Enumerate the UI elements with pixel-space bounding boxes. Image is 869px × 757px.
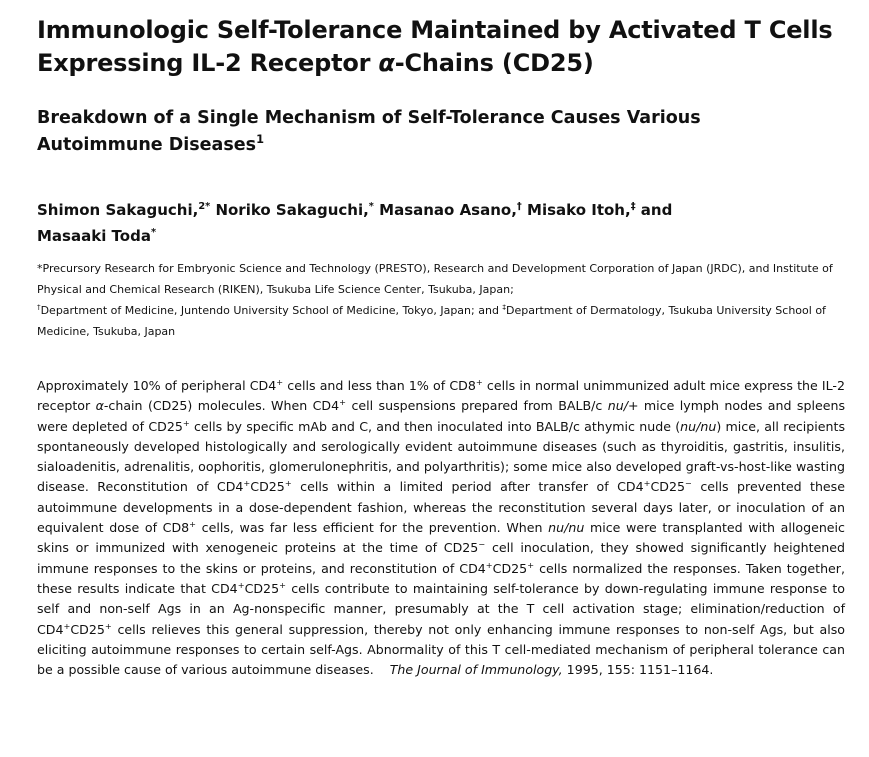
title-line-2-pre: Expressing IL-2 Receptor — [37, 49, 379, 77]
author-conjunction: and — [640, 201, 673, 219]
abstract-text-run: + — [643, 478, 651, 489]
abstract-text-run: + — [485, 559, 493, 570]
abstract-text-run: + — [189, 518, 197, 529]
author-mark: † — [516, 201, 522, 212]
abstract-text-run: cell suspensions prepared from BALB/c — [346, 398, 608, 414]
abstract-text-run: nu/+ — [607, 398, 639, 414]
abstract-text-run: nu/nu — [548, 520, 585, 536]
abstract-text-run: + — [284, 478, 292, 489]
abstract-text-run: − — [685, 478, 692, 489]
abstract-text-run: CD25 — [250, 479, 285, 495]
author-mark: * — [368, 201, 374, 212]
abstract-text-run: cells within a limited period after transfer of CD4 — [291, 479, 644, 495]
journal-name: The Journal of Immunology, — [389, 662, 563, 678]
abstract-text-run: cells relieves this general suppression, thereby not only enhancing immune responses to non-self Ags, but also eliciting autoimmune responses to certain self-Ags. Abnormality of this T cell-mediated mechanism of peripheral tolerance can be a possible cause of various autoimmune diseases. — [37, 621, 845, 678]
affiliation-mark: † — [37, 302, 41, 312]
citation: 1995, 155: 1151–1164. — [562, 662, 714, 678]
affiliation-2 — [37, 300, 857, 342]
author-name: Noriko Sakaguchi, — [215, 201, 369, 219]
abstract-text-run: CD25 — [244, 580, 280, 596]
subtitle-line-1: Breakdown of a Single Mechanism of Self-Tolerance Causes Various — [37, 108, 701, 128]
affiliation-text: Department of Medicine, Juntendo University School of Medicine, Tokyo, Japan; and — [40, 304, 503, 317]
abstract-text-run: + — [475, 376, 483, 387]
abstract-text-run: CD25 — [650, 479, 686, 495]
author-name: Shimon Sakaguchi, — [37, 201, 199, 219]
abstract-text-run: cells by specific mAb and C, and then inoculated into BALB/c athymic nude ( — [189, 418, 681, 434]
author-list — [37, 197, 837, 249]
author-name: Misako Itoh, — [527, 201, 631, 219]
abstract-text-run: mice were transplanted with allogeneic skins or immunized with xenogeneic proteins at the time of CD25 — [37, 520, 845, 556]
title-alpha: α — [378, 49, 395, 77]
abstract-text-run: − — [478, 539, 486, 550]
affiliation-1 — [37, 258, 857, 300]
abstract-text-run: + — [182, 417, 190, 428]
subtitle-footnote-mark: 1 — [256, 132, 264, 147]
abstract-text-run: CD25 — [70, 621, 105, 637]
author-name: Masanao Asano, — [379, 201, 517, 219]
abstract-text-run: cell inoculation, they showed significantly heightened immune responses to the skins or proteins, and reconstitution of CD4 — [37, 540, 845, 576]
abstract-text-run: Approximately 10% of peripheral CD4 — [37, 378, 277, 393]
affiliation-mark: ‡ — [502, 302, 506, 312]
abstract-text-run: cells contribute to maintaining self-tolerance by down-regulating immune response to self and non-self Ags in an Ag-nonspecific manner, presumably at the T cell activation stage; elimination/reduction of CD4 — [37, 580, 845, 637]
abstract-text-run: ) mice, all recipients spontaneously developed histologically and serologically evident autoimmune diseases (such as thyroiditis, gastritis, insulitis, sialoadenitis, adrenalitis, oophoritis, glomerulonephritis, and polyarthritis); some mice also developed graft-vs-host-like wasting disease. Reconstitution of CD4 — [37, 418, 846, 495]
abstract-text-run: + — [63, 620, 71, 631]
author-mark: ‡ — [630, 201, 636, 212]
title-line-1: Immunologic Self-Tolerance Maintained by Activated T Cells — [37, 16, 833, 44]
paper-title — [37, 14, 857, 80]
abstract-text-run: + — [339, 397, 347, 408]
abstract-text-run: + — [237, 579, 245, 590]
affiliation-text: Precursory Research for Embryonic Science and Technology (PRESTO), Research and Development Corporation of Japan (JRDC), and Institute of Physical and Chemical Research (RIKEN), Tsukuba Life Science Center, Tsukuba, Japan; — [37, 262, 833, 296]
author-mark: 2* — [198, 201, 211, 212]
author-mark: * — [150, 227, 157, 238]
paper-subtitle — [37, 105, 837, 159]
affiliation-mark: * — [37, 262, 43, 275]
abstract-text-run: cells in normal unimmunized adult mice express the IL-2 receptor — [37, 378, 845, 414]
abstract-text-run: cells prevented these autoimmune developments in a dose-dependent fashion, whereas the reconstitution several days later, or inoculation of an equivalent dose of CD8 — [37, 479, 845, 536]
abstract-text-run: + — [276, 376, 284, 387]
abstract-text-run: nu/nu — [680, 418, 717, 434]
abstract-text-run: + — [279, 579, 286, 590]
abstract-text-run: mice lymph nodes and spleens were depleted of CD25 — [37, 398, 846, 434]
abstract-text-run: -chain (CD25) molecules. When CD4 — [103, 398, 340, 414]
abstract-text-run: CD25 — [492, 560, 528, 576]
subtitle-line-2: Autoimmune Diseases — [37, 135, 257, 155]
abstract-text-run: + — [243, 478, 251, 489]
abstract-text-run: α — [95, 398, 104, 414]
abstract-text-run: cells and less than 1% of CD8 — [283, 378, 476, 393]
affiliation-text: Department of Dermatology, Tsukuba University School of Medicine, Tsukuba, Japan — [37, 304, 826, 338]
affiliations — [37, 258, 857, 342]
abstract-text-run: + — [104, 620, 112, 631]
abstract-text-run: cells, was far less efficient for the prevention. When — [196, 520, 549, 536]
author-name: Masaaki Toda — [37, 227, 151, 245]
abstract-text-run: + — [527, 559, 535, 570]
title-line-2-post: -Chains (CD25) — [394, 49, 594, 77]
abstract — [37, 376, 845, 680]
abstract-text-run: cells normalized the responses. Taken together, these results indicate that CD4 — [37, 560, 845, 596]
